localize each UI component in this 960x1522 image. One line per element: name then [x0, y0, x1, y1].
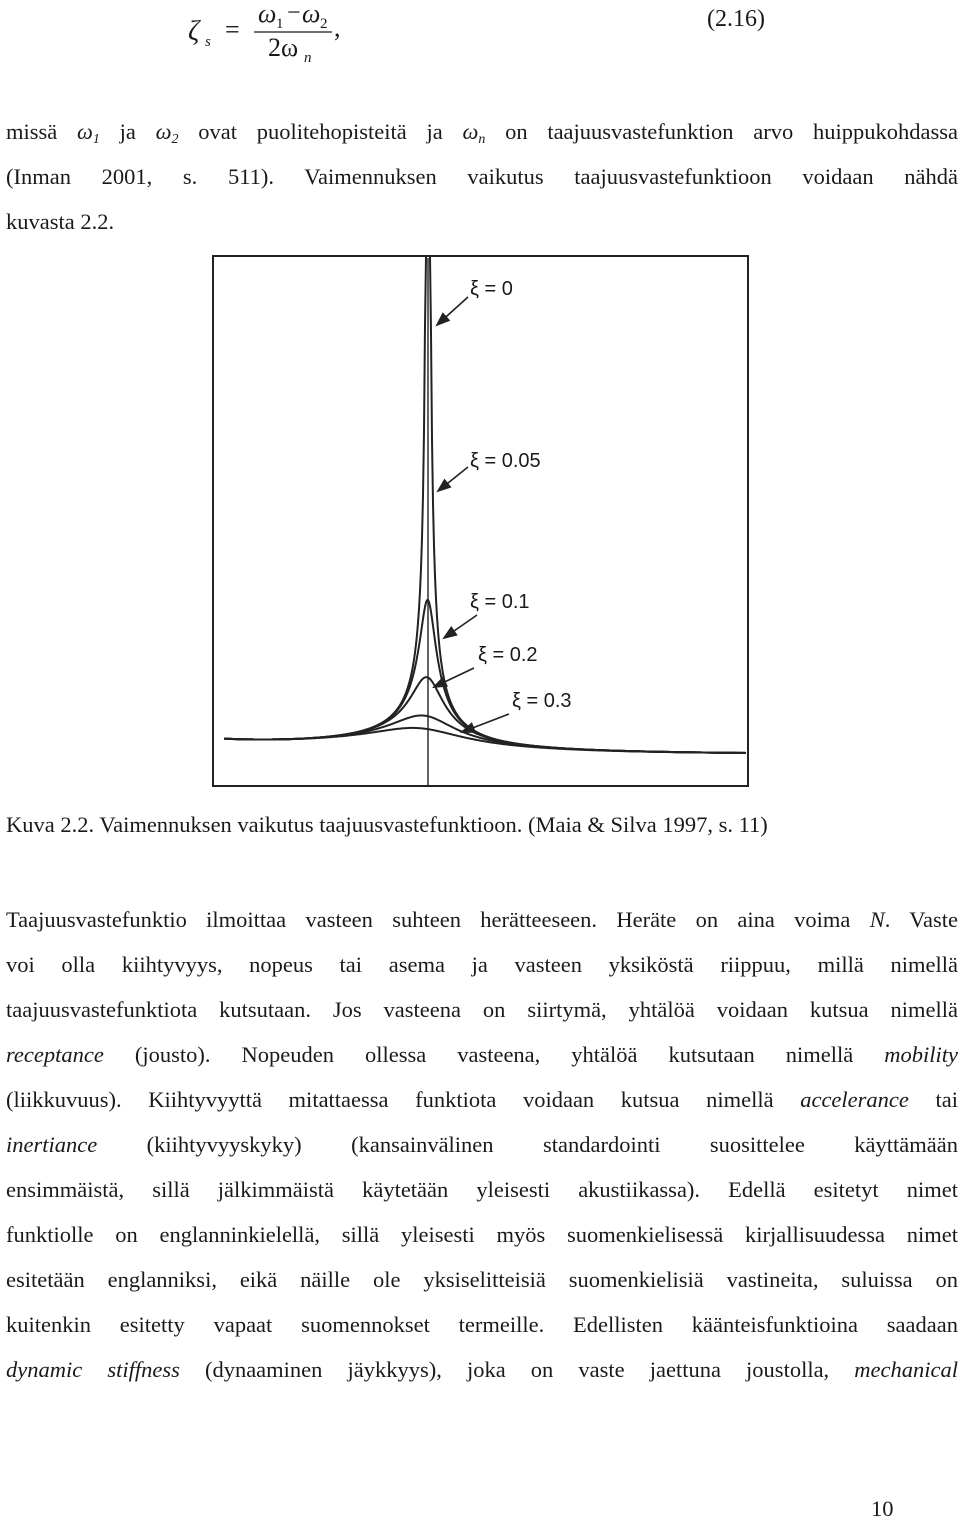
equation-omega2-sub: 2: [320, 16, 328, 32]
equation-denominator-sub: n: [304, 50, 312, 66]
label-xi-0: ξ = 0: [470, 278, 513, 300]
figure-caption: Kuva 2.2. Vaimennuksen vaikutus taajuusvastefunktioon. (Maia & Silva 1997, s. 11): [6, 812, 768, 837]
intro-line-1: missä $\omega_1$ ja $\omega_2$ ovat puolitehopisteitä ja $\omega_n$ on taajuusvastefunktion arvo huippukohdassa: [6, 119, 958, 147]
equation-omega1: ω: [258, 0, 277, 28]
body-line-6: inertiance (kiihtyvyyskyky) (kansainvälinen standardointi suosittelee käyttämään: [6, 1132, 958, 1157]
frf-damping-figure: [212, 255, 752, 790]
body-line-5: (liikkuvuus). Kiihtyvyyttä mitattaessa funktiota voidaan kutsua nimellä accelerance tai: [6, 1087, 958, 1112]
body-line-7: ensimmäistä, sillä jälkimmäistä käytetään yleisesti akustiikassa). Edellä esitetyt nimet: [6, 1177, 958, 1202]
body-line-8: funktiolle on englanninkielellä, sillä yleisesti myös suomenkielisessä kirjallisuudessa nimet: [6, 1222, 958, 1247]
intro-line-2: (Inman 2001, s. 511). Vaimennuksen vaikutus taajuusvastefunktioon voidaan nähdä: [6, 164, 958, 189]
body-line-9: esitetään englanniksi, eikä näille ole yksiselitteisiä suomenkielisiä vastineita, suluissa on: [6, 1267, 958, 1292]
label-xi-03: ξ = 0.3: [512, 690, 572, 712]
body-line-11: dynamic stiffness (dynaaminen jäykkyys), joka on vaste jaettuna joustolla, mechanical: [6, 1357, 959, 1382]
equation-omega2: ω: [302, 0, 321, 28]
equation-omega1-sub: 1: [276, 16, 284, 32]
equation-equals: =: [225, 15, 240, 44]
body-line-1: Taajuusvastefunktio ilmoittaa vasteen suhteen herätteeseen. Heräte on aina voima N. Vaste: [6, 907, 958, 932]
body-line-10: kuitenkin esitetty vapaat suomennokset termeille. Edellisten käänteisfunktioina saadaan: [6, 1312, 958, 1337]
equation-zeta-sub: s: [205, 34, 211, 50]
label-xi-005: ξ = 0.05: [470, 450, 541, 472]
body-line-3: taajuusvastefunktiota kutsutaan. Jos vasteena on siirtymä, yhtälöä voidaan kutsua nimellä: [6, 997, 958, 1022]
body-line-2: voi olla kiihtyvyys, nopeus tai asema ja vasteen yksiköstä riippuu, millä nimellä: [6, 952, 958, 977]
equation-denominator: 2ω: [268, 33, 299, 62]
body-line-4: receptance (jousto). Nopeuden ollessa vasteena, yhtälöä kutsutaan nimellä mobility: [6, 1042, 958, 1067]
equation-minus: −: [287, 0, 301, 26]
equation-comma: ,: [334, 13, 341, 42]
label-xi-02: ξ = 0.2: [478, 644, 538, 666]
equation-zeta: ζ: [188, 16, 200, 47]
intro-line-3: kuvasta 2.2.: [6, 209, 115, 234]
label-xi-01: ξ = 0.1: [470, 591, 530, 613]
figure-frame: [213, 256, 748, 786]
equation-2-16: [0, 0, 960, 70]
equation-number: (2.16): [707, 6, 765, 32]
page-number: 10: [871, 1496, 894, 1521]
